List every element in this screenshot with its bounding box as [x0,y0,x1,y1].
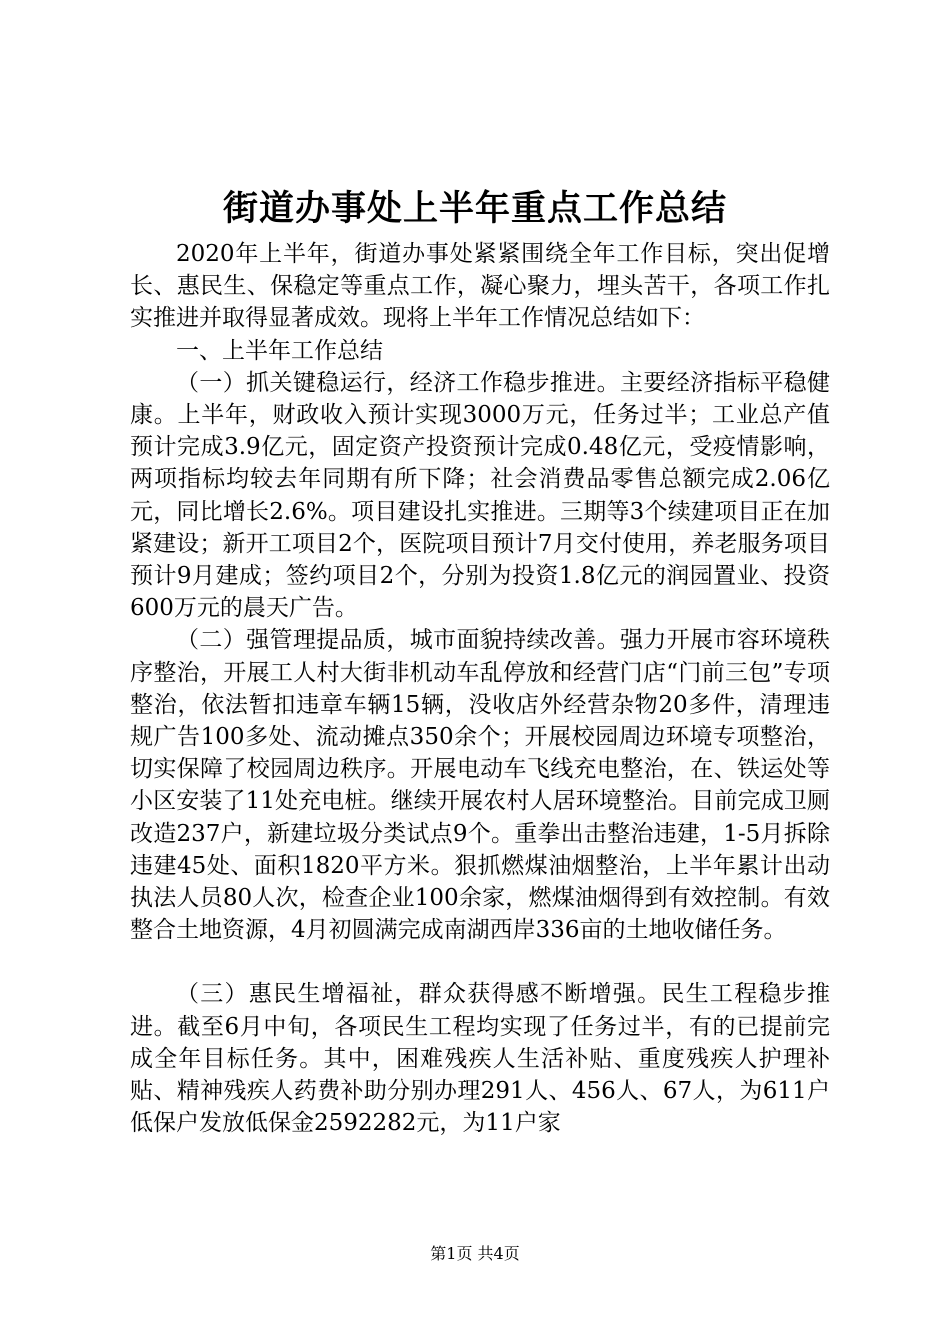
economy-paragraph: （一）抓关键稳运行，经济工作稳步推进。主要经济指标平稳健康。上半年，财政收入预计实现3000万元，任务过半；工业总产值预计完成3.9亿元，固定资产投资预计完成0.48亿元，受疫情影响，两项指标均较去年同期有所下降；社会消费品零售总额完成2.06亿元，同比增长2.6%。项目建设扎实推进。三期等3个续建项目正在加紧建设；新开工项目2个，医院项目预计7月交付使用，养老服务项目预计9月建成；签约项目2个，分别为投资1.8亿元的润园置业、投资600万元的晨天广告。 [130,369,830,622]
intro-paragraph: 2020年上半年，街道办事处紧紧围绕全年工作目标，突出促增长、惠民生、保稳定等重点工作，凝心聚力，埋头苦干，各项工作扎实推进并取得显著成效。现将上半年工作情况总结如下： [130,241,830,332]
page-footer: 第1页 共4页 [430,1244,520,1263]
city-management-paragraph: （二）强管理提品质，城市面貌持续改善。强力开展市容环境秩序整治，开展工人村大街非机动车乱停放和经营门店“门前三包”专项整治，依法暂扣违章车辆15辆，没收店外经营杂物20多件，清理违规广告100多处、流动摊点350余个；开展校园周边环境专项整治，切实保障了校园周边秩序。开展电动车飞线充电整治，在、铁运处等小区安装了11处充电桩。继续开展农村人居环境整治。目前完成卫厕改造237户，新建垃圾分类试点9个。重拳出击整治违建，1-5月拆除违建45处、面积1820平方米。狠抓燃煤油烟整治，上半年累计出动执法人员80人次，检查企业100余家，燃煤油烟得到有效控制。有效整合土地资源，4月初圆满完成南湖西岸336亩的土地收储任务。 [130,627,830,944]
paragraph-spacer [130,946,830,978]
document-title: 街道办事处上半年重点工作总结 [222,188,727,229]
livelihood-paragraph: （三）惠民生增福祉，群众获得感不断增强。民生工程稳步推进。截至6月中旬，各项民生工程均实现了任务过半，有的已提前完成全年目标任务。其中，困难残疾人生活补贴、重度残疾人护理补贴、精神残疾人药费补助分别办理291人、456人、67人，为611户低保户发放低保金2592282元，为11户家 [130,981,830,1137]
document-body [130,238,830,1139]
section-heading: 一、上半年工作总结 [176,337,383,364]
